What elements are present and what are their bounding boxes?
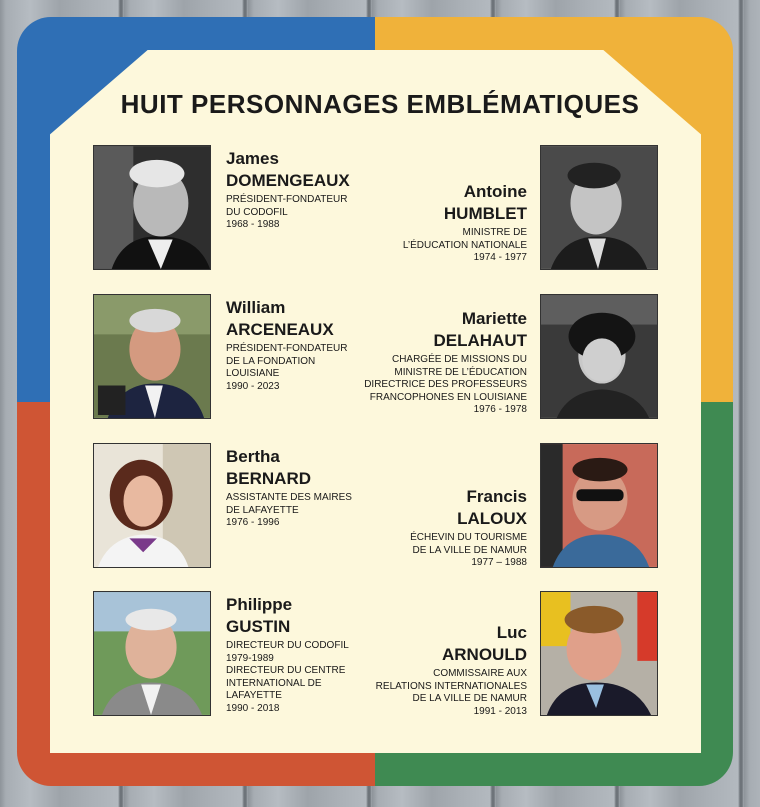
person-arceneaux — [226, 297, 348, 393]
first-name: Bertha — [226, 447, 280, 466]
last-name: HUMBLET — [443, 204, 527, 223]
page-title: HUIT PERSONNAGES EMBLÉMATIQUES — [120, 89, 640, 119]
first-name: Francis — [466, 487, 527, 506]
portrait-arnould — [540, 591, 658, 716]
role: PRÉSIDENT-FONDATEUR DU CODOFIL — [226, 194, 348, 218]
role: ÉCHEVIN DU TOURISME DE LA VILLE DE NAMUR — [410, 532, 527, 556]
portrait-humblet — [540, 145, 658, 270]
years: 1976 - 1996 — [226, 517, 280, 528]
person-gustin — [226, 594, 349, 715]
last-name: DELAHAUT — [433, 331, 527, 350]
years: 1990 - 2023 — [226, 380, 280, 392]
years: 1976 - 1978 — [473, 404, 527, 415]
role: ASSISTANTE DES MAIRES DE LAFAYETTE — [226, 492, 352, 516]
person-domengeaux — [226, 148, 350, 232]
last-name: ARNOULD — [442, 645, 527, 664]
years: 1977 – 1988 — [471, 557, 527, 568]
last-name: GUSTIN — [226, 617, 291, 636]
first-name: James — [226, 149, 279, 168]
first-name: Philippe — [226, 595, 293, 614]
portrait-bernard — [93, 443, 211, 568]
years: 1968 - 1988 — [226, 219, 280, 230]
last-name: BERNARD — [226, 469, 311, 488]
portrait-gustin — [93, 591, 211, 716]
last-name: LALOUX — [457, 509, 527, 528]
portrait-laloux — [540, 443, 658, 568]
portrait-arceneaux — [93, 294, 211, 419]
role: PRÉSIDENT-FONDATEUR DE LA FONDATION LOUISIANE — [226, 343, 348, 379]
role: DIRECTEUR DU CODOFIL 1979-1989 DIRECTEUR DU CENTRE INTERNATIONAL DE LAFAYETTE — [226, 640, 349, 701]
years: 1990 - 2018 — [226, 702, 280, 714]
person-humblet — [403, 181, 527, 265]
role: MINISTRE DE L’ÉDUCATION NATIONALE — [402, 227, 527, 251]
person-delahaut — [364, 308, 527, 417]
years: 1991 - 2013 — [473, 705, 527, 717]
person-arnould — [376, 622, 527, 718]
portrait-domengeaux — [93, 145, 211, 270]
person-bernard — [226, 446, 352, 530]
last-name: DOMENGEAUX — [226, 171, 350, 190]
role: CHARGÉE DE MISSIONS DU MINISTRE DE L’ÉDUCATION DIRECTRICE DES PROFESSEURS FRANCOPHONES EN LOUISIANE — [364, 354, 527, 403]
last-name: ARCENEAUX — [226, 320, 334, 339]
first-name: Mariette — [461, 309, 527, 328]
role: COMMISSAIRE AUX RELATIONS INTERNATIONALES DE LA VILLE DE NAMUR — [375, 668, 527, 704]
portrait-delahaut — [540, 294, 658, 419]
years: 1974 - 1977 — [473, 252, 527, 263]
first-name: Luc — [496, 623, 527, 642]
person-laloux — [410, 486, 527, 570]
first-name: William — [226, 298, 286, 317]
first-name: Antoine — [463, 182, 527, 201]
